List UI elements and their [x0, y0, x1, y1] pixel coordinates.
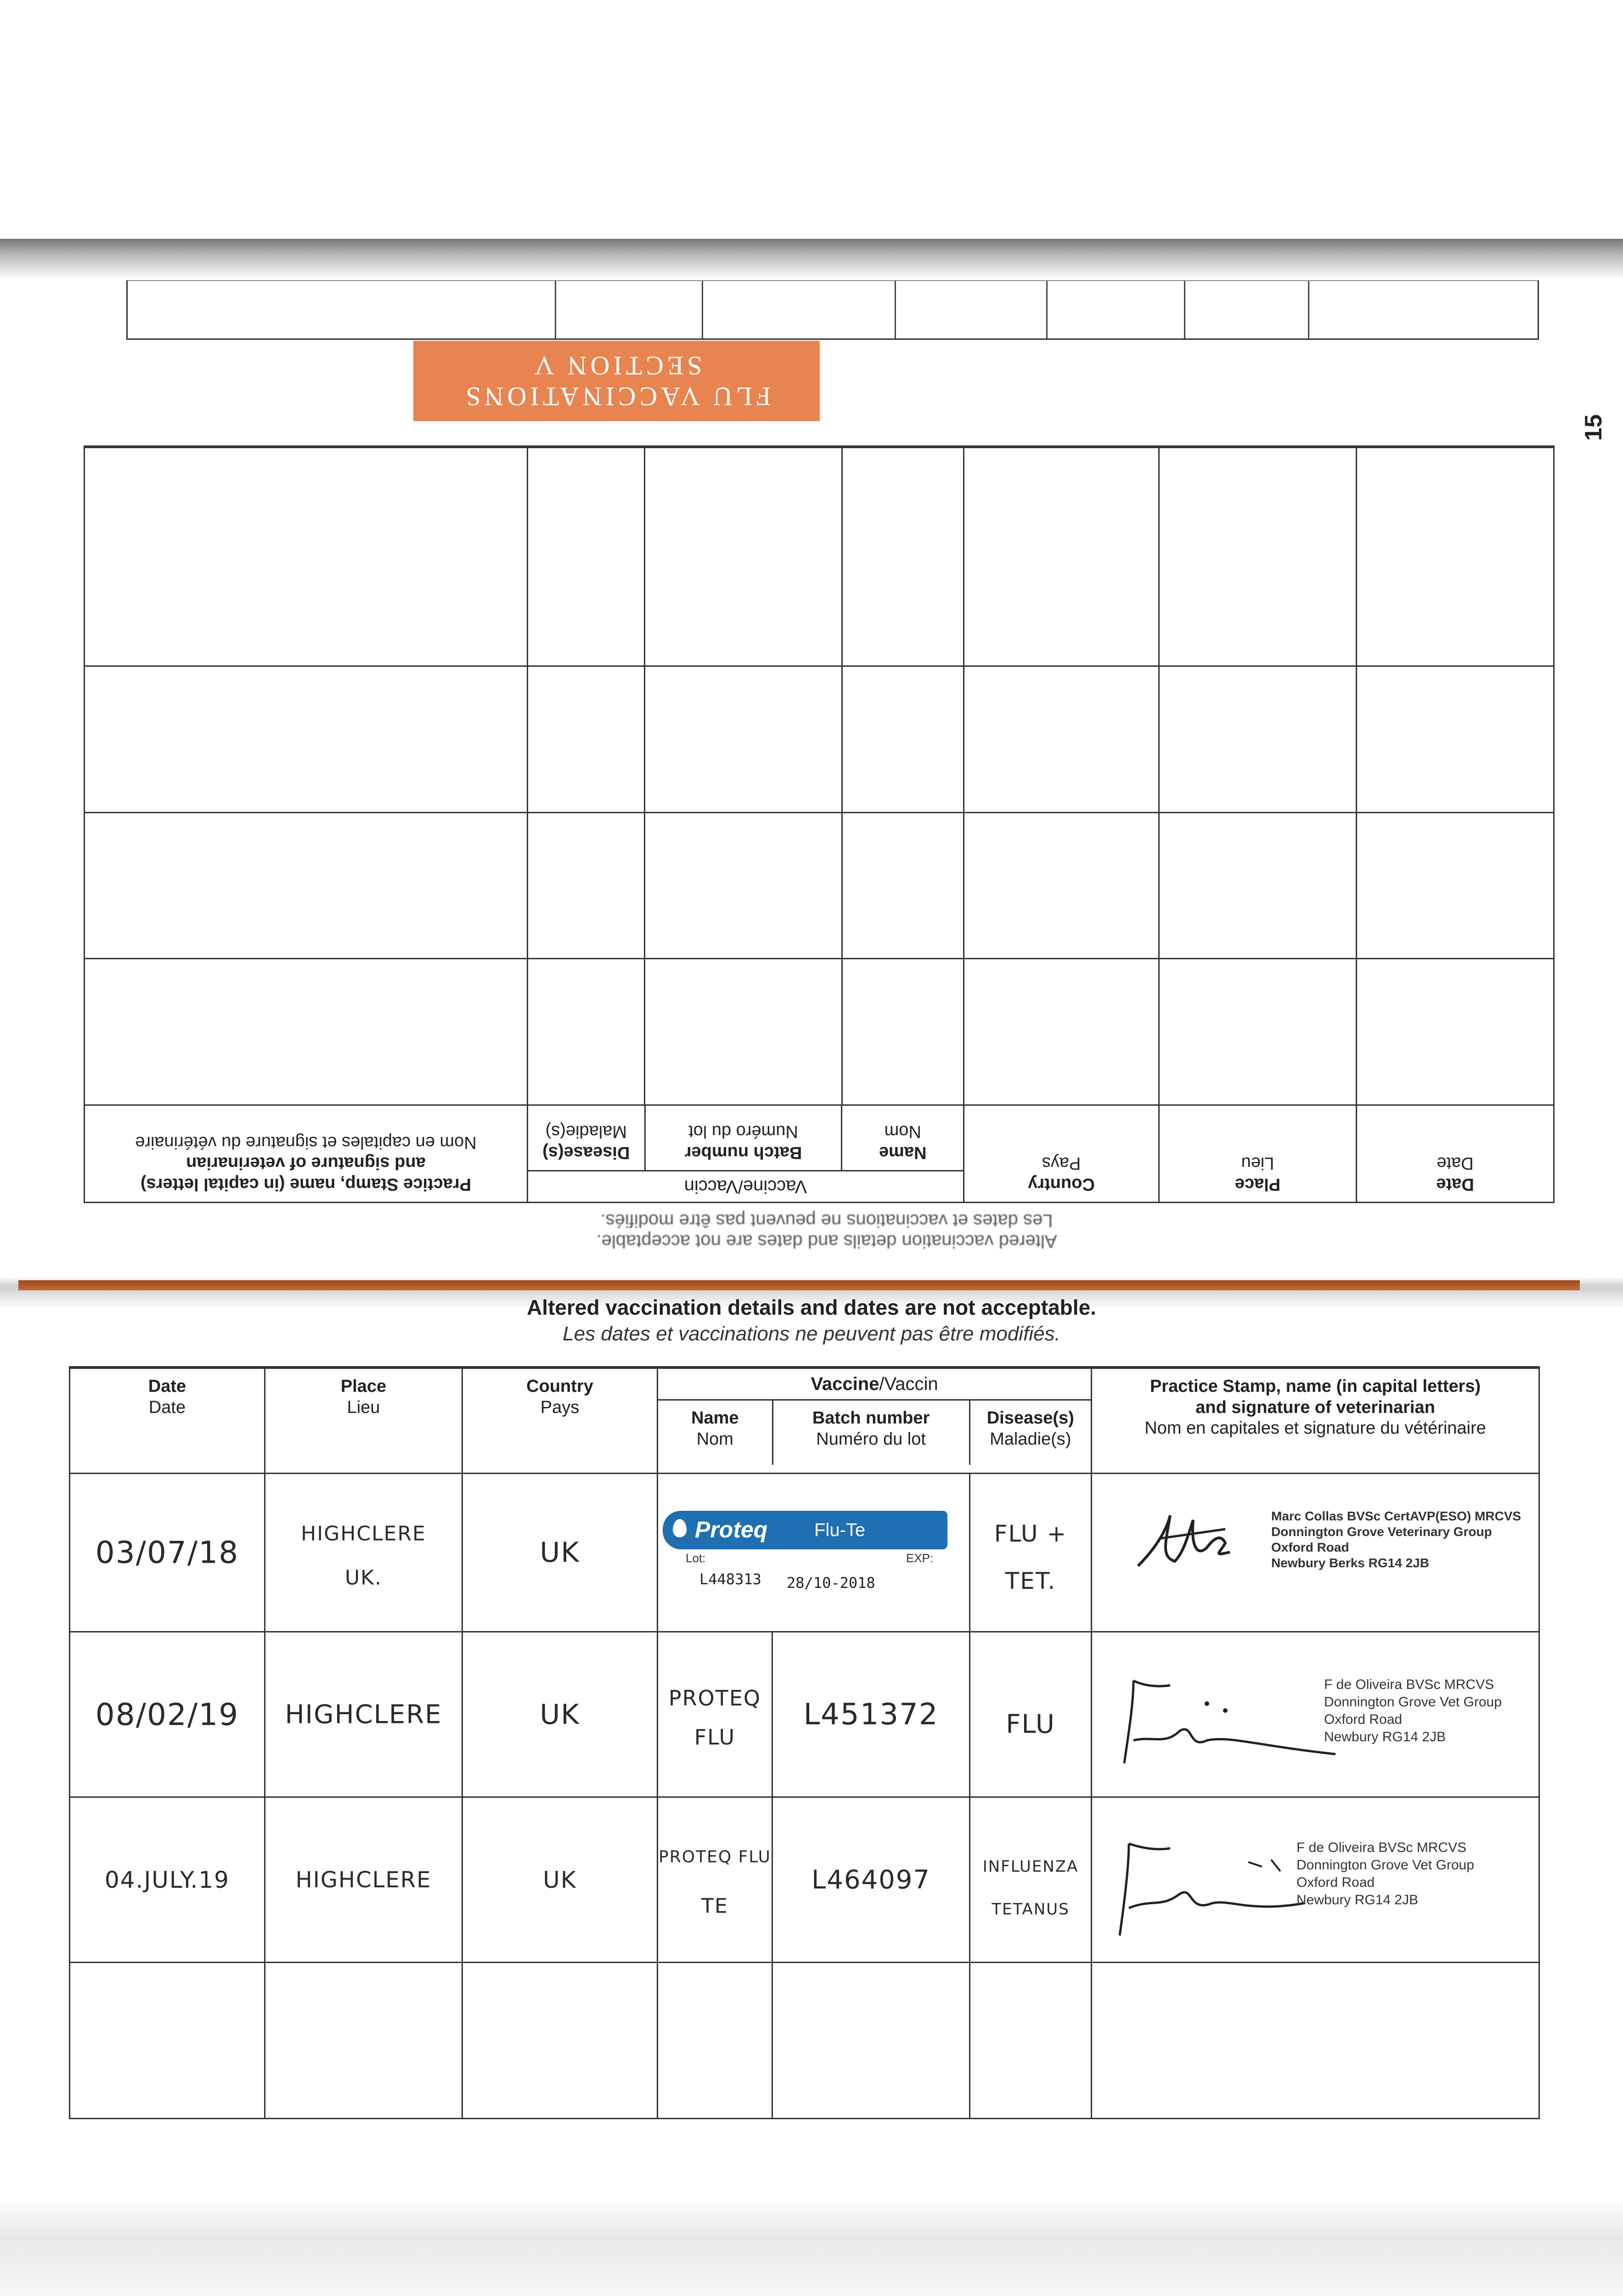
header-vaccine: Vaccine/Vaccin Name Nom Batch number Numéro du lot Disease(s) Maladie(s)	[527, 1105, 964, 1203]
empty-row	[70, 1963, 1539, 2119]
empty-row	[84, 447, 1554, 666]
header-date: Date Date	[1357, 1105, 1554, 1203]
entry-place: HIGHCLERE	[301, 1522, 426, 1546]
sticker-lot-label: Lot:	[686, 1551, 706, 1565]
notice	[0, 1295, 1623, 1345]
signature-image	[1115, 1676, 1345, 1768]
signature-image	[1110, 1835, 1308, 1940]
entry-vaccine-name-2: FLU	[694, 1725, 736, 1750]
header-country: Country Pays	[462, 1367, 658, 1474]
scan-shadow	[0, 239, 1623, 280]
notice-french: Les dates et vaccinations ne peuvent pas être modifiés.	[563, 1322, 1060, 1345]
empty-row	[84, 812, 1554, 959]
practice-stamp: F de Oliveira BVSc MRCVS Donnington Grove Vet Group Oxford Road Newbury RG14 2JB	[1324, 1677, 1502, 1745]
sticker-lot: L448313	[699, 1570, 761, 1588]
entry-date: 04.JULY.19	[104, 1866, 230, 1893]
entry-date: 03/07/18	[95, 1535, 239, 1570]
entry-disease: INFLUENZA	[982, 1857, 1079, 1876]
page-number: 15	[1580, 414, 1607, 441]
entry-disease: FLU	[1006, 1709, 1055, 1739]
table-row	[70, 1474, 1539, 1632]
entry-country: UK	[543, 1866, 577, 1893]
entry-vaccine-name: PROTEQ FLU	[659, 1847, 771, 1867]
empty-row	[84, 959, 1554, 1105]
upper-notice: Altered vaccination details and dates are not acceptable. Les dates et vaccinations ne peuvent pas être modifiés.	[596, 1210, 1057, 1251]
stub-divider	[1184, 281, 1185, 338]
table-row	[70, 1632, 1539, 1797]
drop-icon	[673, 1519, 687, 1537]
entry-vaccine-name-2: TE	[701, 1894, 728, 1918]
practice-stamp: F de Oliveira BVSc MRCVS Donnington Grove Vet Group Oxford Road Newbury RG14 2JB	[1296, 1840, 1474, 1908]
empty-row	[84, 666, 1554, 813]
entry-disease: FLU +	[994, 1520, 1067, 1547]
header-place: Place Lieu	[1159, 1105, 1357, 1203]
entry-country: UK	[540, 1536, 580, 1569]
stub-divider	[1308, 281, 1309, 338]
scan-shadow-bottom	[0, 2200, 1623, 2296]
section-title: FLU VACCINATIONS	[462, 382, 771, 412]
header-practice-stamp: Practice Stamp, name (in capital letters) and signature of veterinarian Nom en capitales et signature du vétérinaire	[1092, 1367, 1539, 1474]
sticker-product: Flu-Te	[814, 1520, 866, 1540]
header-date: Date Date	[70, 1367, 265, 1474]
header-place: Place Lieu	[265, 1367, 462, 1474]
sticker-exp-label: EXP:	[906, 1551, 934, 1565]
upper-vaccination-table	[85, 445, 1555, 1203]
entry-place-country: UK.	[344, 1566, 383, 1590]
stub-divider	[1046, 281, 1048, 338]
entry-vaccine-name: PROTEQ	[668, 1685, 761, 1711]
header-practice-stamp: Practice Stamp, name (in capital letters) and signature of veterinarian Nom en capitales et signature du vétérinaire	[84, 1105, 527, 1203]
sticker-brand: Proteq	[695, 1517, 768, 1542]
sticker-exp: 28/10-2018	[787, 1574, 875, 1592]
flu-vaccination-table	[69, 1366, 1538, 2119]
entry-batch: L464097	[812, 1865, 930, 1895]
practice-stamp: Marc Collas BVSc CertAVP(ESO) MRCVS Donnington Grove Veterinary Group Oxford Road Newbury Berks RG14 2JB	[1271, 1509, 1522, 1570]
previous-table-stub	[126, 280, 1539, 340]
stub-divider	[895, 281, 896, 338]
notice-english: Altered vaccination details and dates are not acceptable.	[527, 1295, 1096, 1319]
entry-batch: L451372	[803, 1697, 939, 1732]
stub-divider	[555, 281, 556, 338]
entry-place: HIGHCLERE	[285, 1699, 442, 1729]
header-country: Country Pays	[964, 1105, 1159, 1203]
table-row	[70, 1797, 1539, 1963]
entry-country: UK	[540, 1698, 580, 1731]
page-edge-line	[18, 1280, 1580, 1290]
stub-divider	[702, 281, 703, 338]
signature-image	[1133, 1506, 1239, 1575]
section-tab	[413, 341, 820, 421]
vaccine-sticker	[658, 1502, 952, 1593]
header-vaccine: Vaccine/Vaccin Name Nom Batch number Numéro du lot Disease(s) Maladie(s)	[658, 1367, 1092, 1474]
section-number: SECTION V	[531, 351, 702, 381]
entry-place: HIGHCLERE	[295, 1867, 432, 1893]
sticker-band	[663, 1511, 947, 1549]
entry-disease-2: TET.	[1005, 1567, 1056, 1594]
entry-disease-2: TETANUS	[992, 1900, 1070, 1919]
entry-date: 08/02/19	[95, 1697, 239, 1732]
